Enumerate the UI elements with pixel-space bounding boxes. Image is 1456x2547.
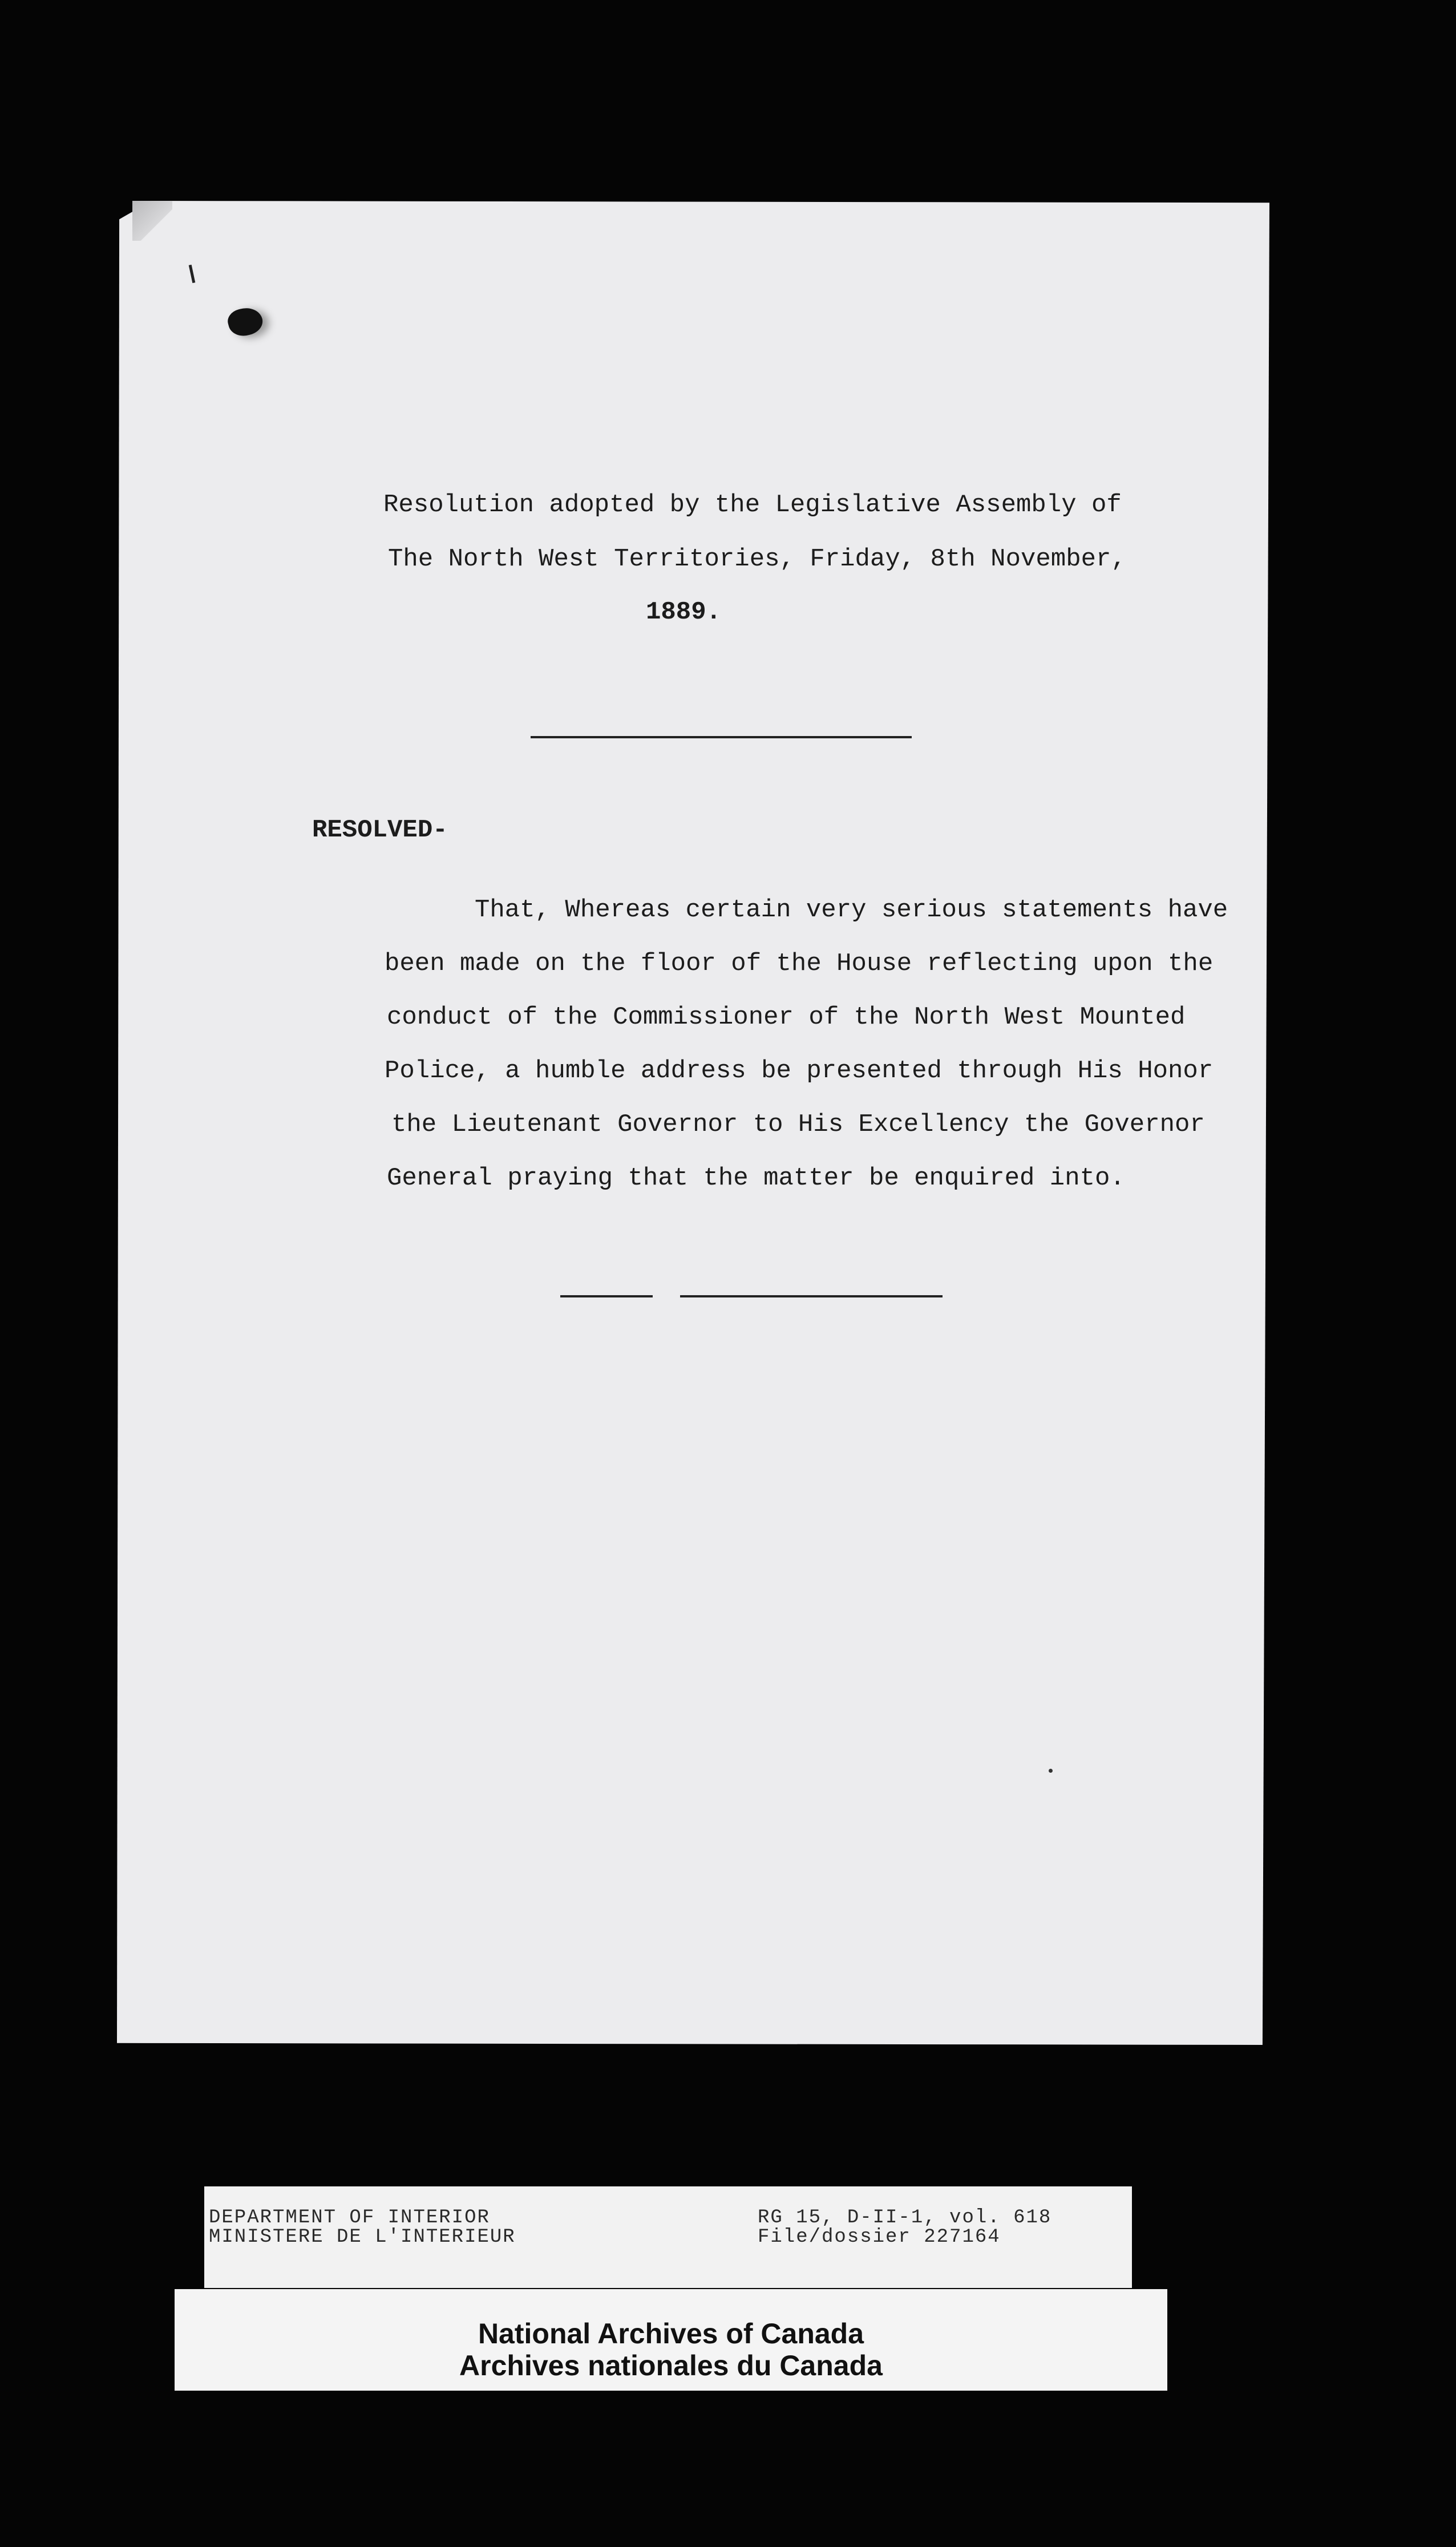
body-line: conduct of the Commissioner of the North West Mounted (387, 1003, 1186, 1032)
file-number: File/dossier 227164 (758, 2226, 1001, 2248)
folded-corner (132, 201, 172, 241)
resolved-label: RESOLVED- (312, 816, 448, 844)
closing-rule-long (680, 1295, 943, 1297)
department-text (209, 2208, 516, 2247)
archive-name-french: Archives nationales du Canada (459, 2350, 883, 2382)
divider-rule (531, 736, 912, 738)
archive-reference-label (204, 2186, 1132, 2288)
heading-line-1: Resolution adopted by the Legislative Assembly of (383, 491, 1122, 519)
record-group: RG 15, D-II-1, vol. 618 (758, 2207, 1052, 2229)
department-english: DEPARTMENT OF INTERIOR (209, 2207, 490, 2229)
body-line: General praying that the matter be enquired into. (387, 1164, 1125, 1192)
department-french: MINISTERE DE L'INTERIEUR (209, 2226, 516, 2248)
archive-name-english: National Archives of Canada (478, 2318, 864, 2350)
paper-speck (1049, 1769, 1053, 1773)
heading-line-2: The North West Territories, Friday, 8th November, (388, 545, 1126, 573)
archive-banner (175, 2289, 1167, 2391)
body-line: been made on the floor of the House reflecting upon the (385, 949, 1214, 978)
body-line: That, Whereas certain very serious statements have (475, 896, 1228, 924)
body-line: Police, a humble address be presented through His Honor (385, 1057, 1214, 1085)
closing-rule-short (560, 1295, 653, 1297)
body-line: the Lieutenant Governor to His Excellency the Governor (391, 1110, 1205, 1139)
heading-year: 1889. (646, 598, 722, 626)
reference-text (758, 2208, 1051, 2247)
